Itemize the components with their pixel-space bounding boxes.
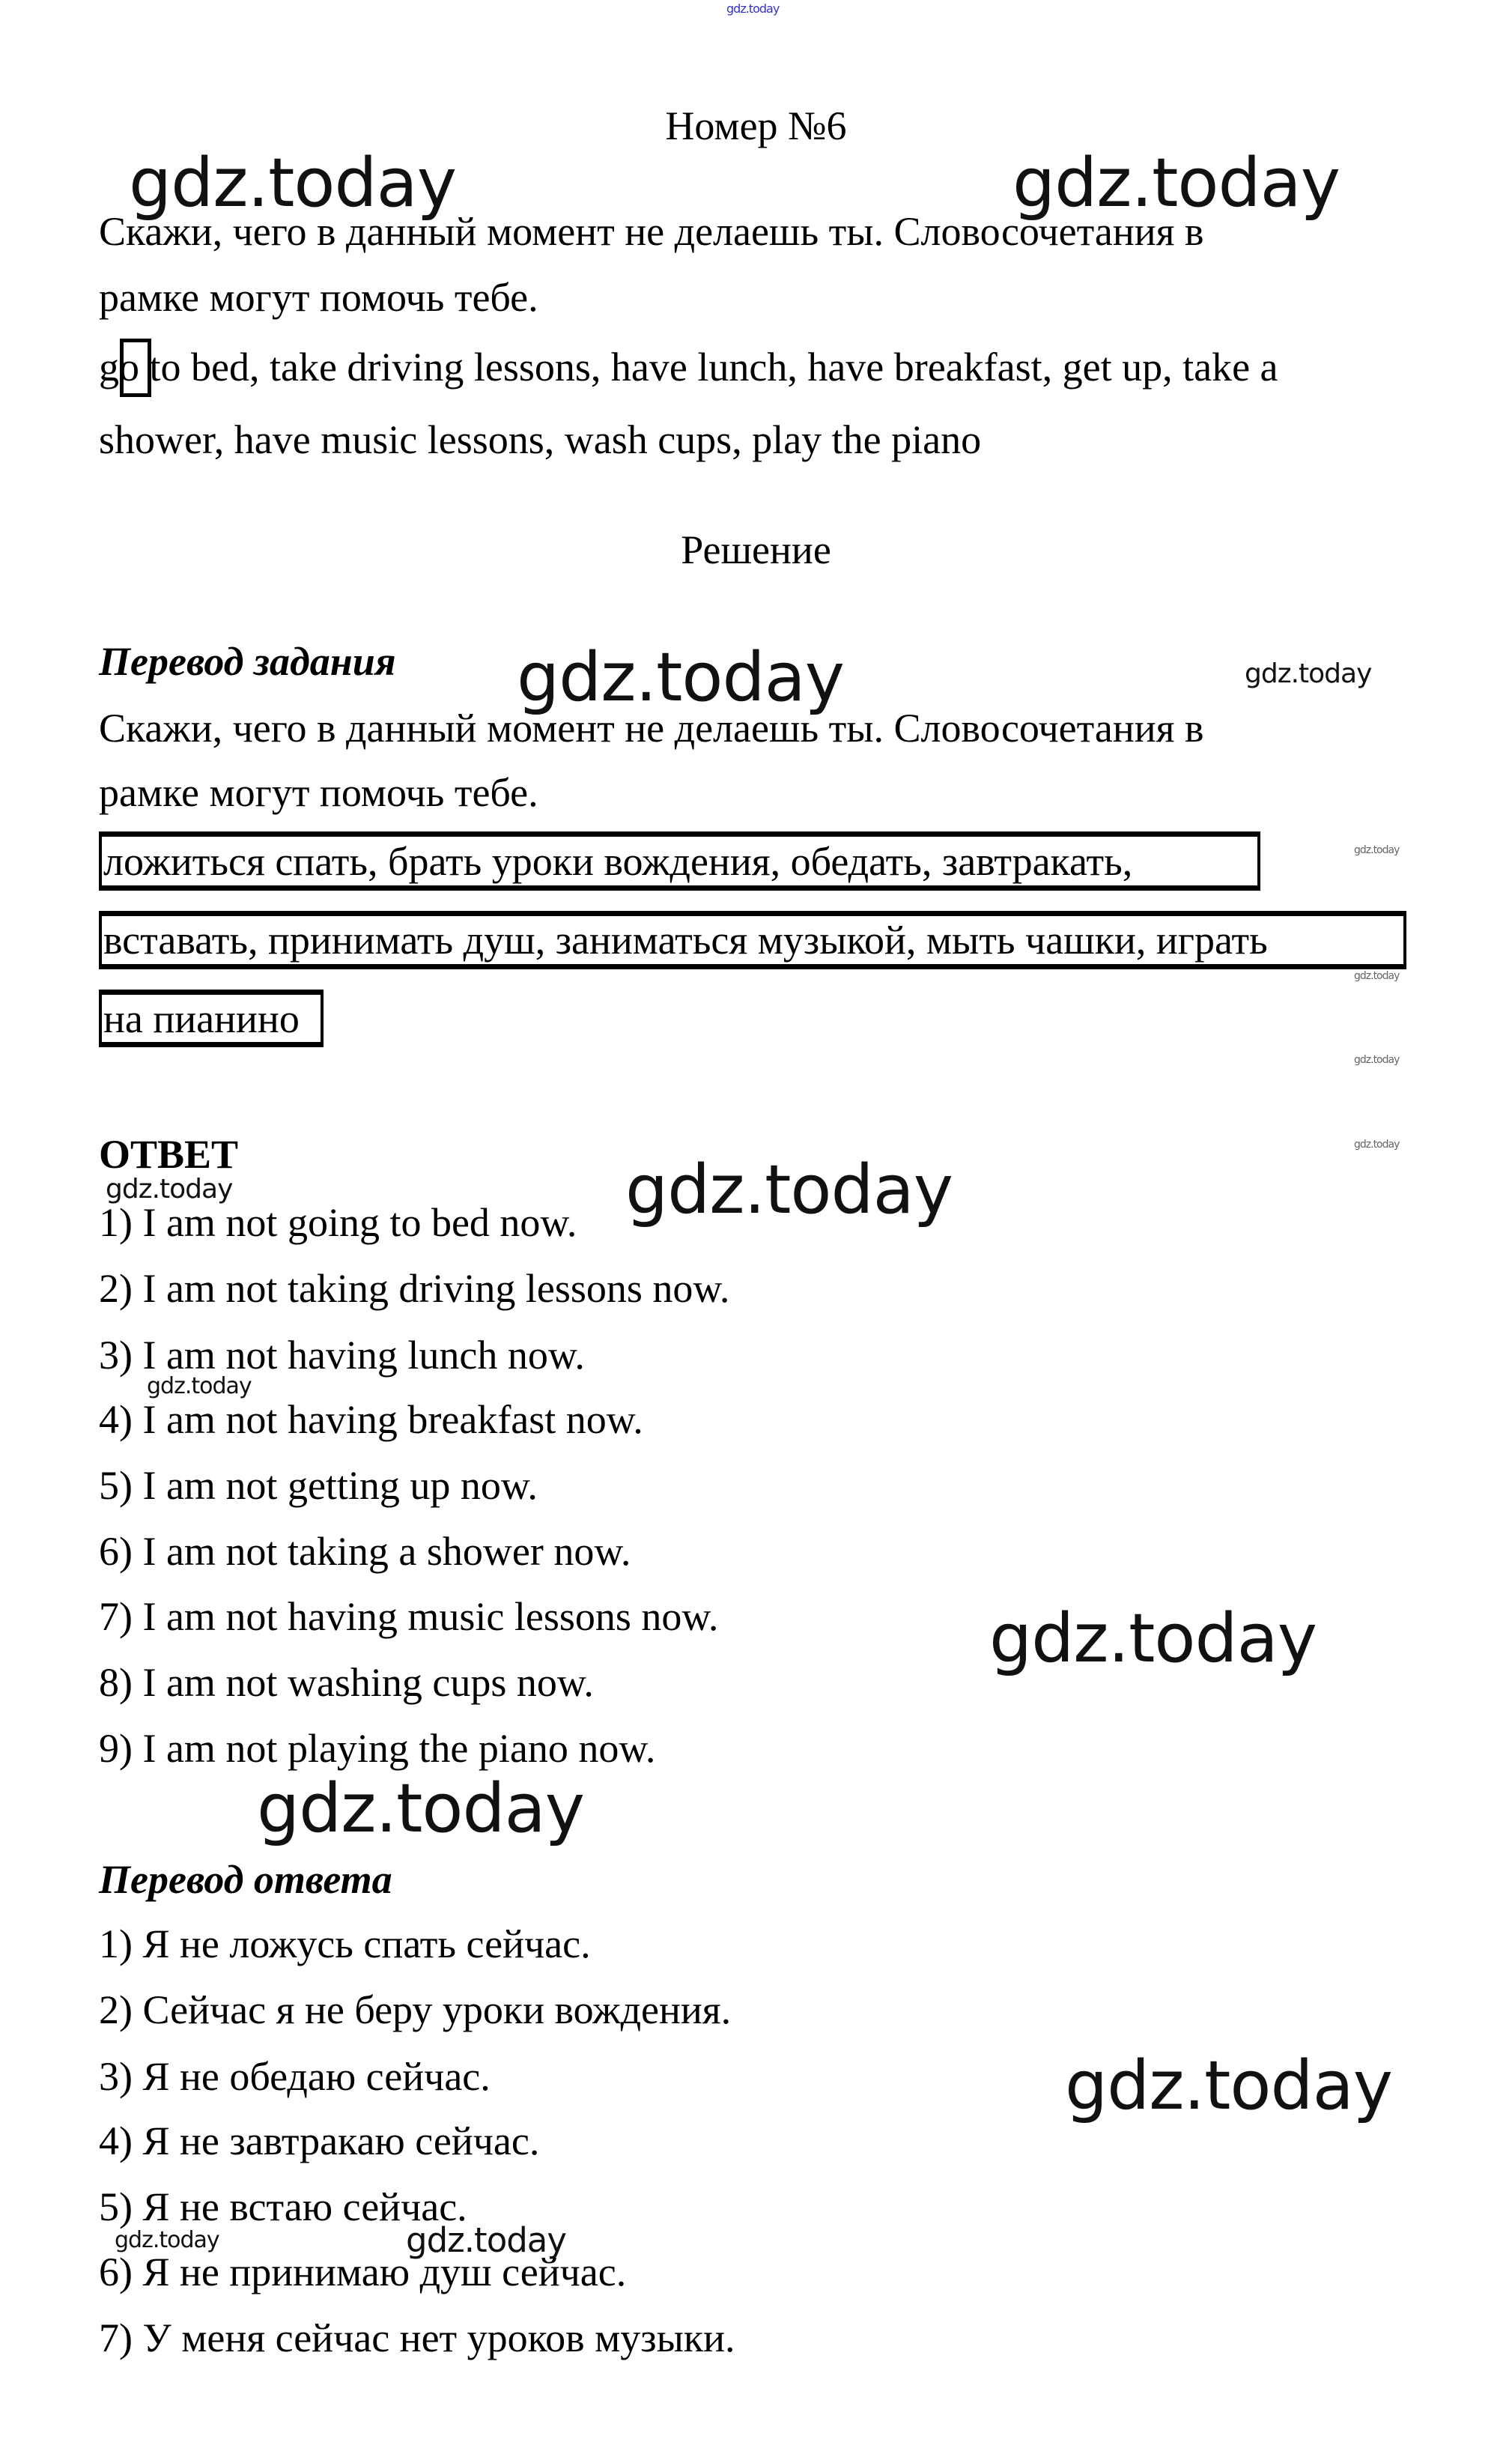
answer-translation-item: 3) Я не обедаю сейчас. [99, 2054, 491, 2099]
answer-item: 1) I am not going to bed now. [99, 1200, 577, 1245]
phrase-box [99, 990, 324, 1047]
phrase-box-text: на пианино [103, 996, 300, 1041]
watermark: gdz.today [115, 2227, 219, 2253]
watermark: gdz.today [129, 144, 457, 222]
solution-heading: Решение [681, 527, 831, 572]
answer-item: 2) I am not taking driving lessons now. [99, 1266, 730, 1311]
watermark: gdz.today [1065, 2047, 1393, 2125]
answer-translation-item: 4) Я не завтракаю сейчас. [99, 2118, 540, 2163]
phrases-line: shower, have music lessons, wash cups, play the piano [99, 417, 982, 462]
answer-item: 8) I am not washing cups now. [99, 1660, 594, 1705]
answer-translation-heading: Перевод ответа [99, 1857, 392, 1902]
answer-heading: ОТВЕТ [99, 1132, 239, 1177]
translation-line: Скажи, чего в данный момент не делаешь ты. Словосочетания в [99, 706, 1204, 751]
phrase-box-text: ложиться спать, брать уроки вождения, обедать, завтракать, [103, 838, 1133, 884]
watermark: gdz.today [1354, 1139, 1400, 1151]
page-title: Номер №6 [665, 103, 847, 148]
watermark: gdz.today [625, 1151, 953, 1229]
watermark: gdz.today [989, 1599, 1317, 1678]
answer-item: 6) I am not taking a shower now. [99, 1529, 631, 1574]
answer-item: 9) I am not playing the piano now. [99, 1726, 656, 1771]
instruction-line: Скажи, чего в данный момент не делаешь ты. Словосочетания в [99, 209, 1204, 254]
watermark: gdz.today [1354, 844, 1400, 856]
watermark: gdz.today [406, 2220, 567, 2260]
phrase-box [99, 831, 1260, 891]
highlight-box [120, 339, 151, 397]
watermark: gdz.today [1012, 144, 1341, 222]
watermark: gdz.today [517, 638, 845, 717]
watermark: gdz.today [106, 1174, 233, 1205]
watermark: gdz.today [147, 1373, 252, 1399]
watermark: gdz.today [257, 1769, 585, 1848]
translation-heading: Перевод задания [99, 639, 396, 684]
answer-translation-item: 2) Сейчас я не беру уроки вождения. [99, 1987, 732, 2032]
phrase-box-text: вставать, принимать душ, заниматься музыкой, мыть чашки, играть [103, 918, 1268, 963]
answer-item: 7) I am not having music lessons now. [99, 1594, 719, 1639]
answer-item: 4) I am not having breakfast now. [99, 1397, 643, 1442]
answer-translation-item: 6) Я не принимаю душ сейчас. [99, 2250, 627, 2294]
answer-item: 5) I am not getting up now. [99, 1463, 538, 1508]
answer-translation-item: 5) Я не встаю сейчас. [99, 2184, 467, 2229]
instruction-line: рамке могут помочь тебе. [99, 275, 538, 320]
phrase-box [99, 911, 1406, 969]
watermark: gdz.today [1354, 970, 1400, 982]
answer-item: 3) I am not having lunch now. [99, 1333, 585, 1378]
answer-translation-item: 7) У меня сейчас нет уроков музыки. [99, 2315, 735, 2360]
phrases-line: go to bed, take driving lessons, have lunch, have breakfast, get up, take a [99, 345, 1278, 390]
answer-translation-item: 1) Я не ложусь спать сейчас. [99, 1921, 591, 1966]
watermark: gdz.today [1245, 658, 1372, 689]
watermark-top: gdz.today [726, 1, 780, 16]
translation-line: рамке могут помочь тебе. [99, 770, 538, 815]
watermark: gdz.today [1354, 1054, 1400, 1066]
